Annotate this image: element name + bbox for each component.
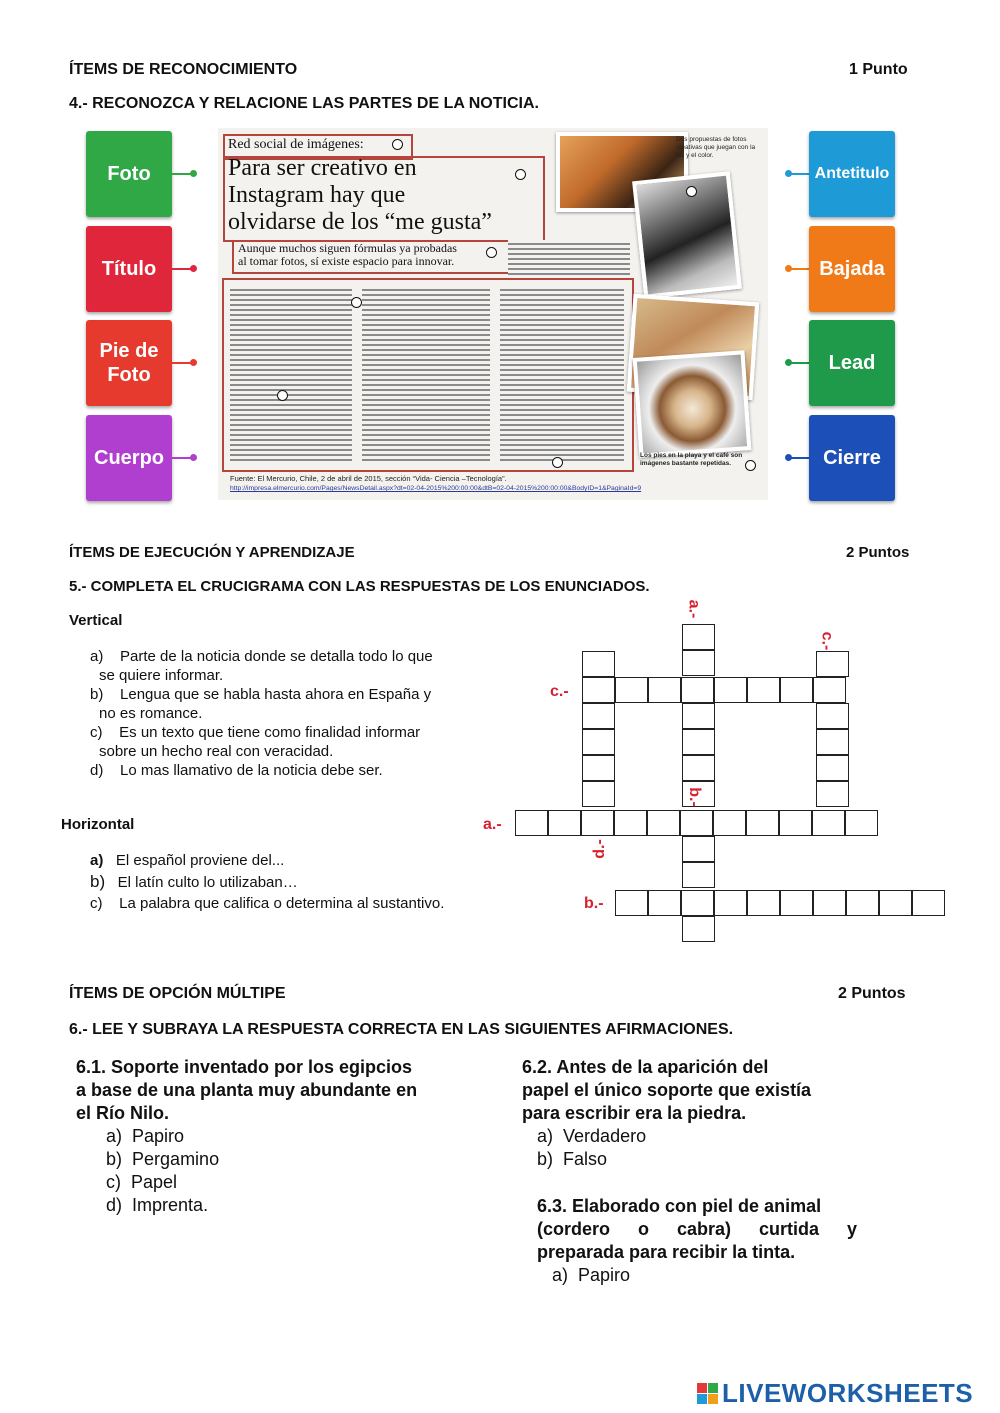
clue-label-horizontal-b: b.- [584, 895, 604, 912]
clue-text: El español proviene del... [115, 852, 285, 869]
option-6-1-d[interactable] [106, 1194, 476, 1217]
news-caption-bottom: Los pies en la playa y el café son imágenes bastante repetidas. [640, 452, 743, 467]
news-body-col3 [500, 286, 624, 462]
q-line: para escribir era la piedra. [522, 1103, 747, 1123]
tile-cierre[interactable] [809, 415, 895, 501]
crossword-cell[interactable] [582, 781, 615, 807]
option-6-3-a[interactable] [552, 1264, 857, 1287]
option-letter: b) [106, 1149, 123, 1169]
section1-points: 1 Punto [849, 61, 908, 78]
news-bajada-line: Aunque muchos siguen fórmulas ya probadas [238, 241, 457, 255]
circle-cuerpo[interactable] [277, 390, 288, 401]
circle-titulo[interactable] [515, 169, 526, 180]
news-bajada-line: al tomar fotos, sí existe espacio para innovar. [238, 254, 455, 268]
vertical-label: Vertical [69, 612, 123, 629]
crossword-cell[interactable] [816, 729, 849, 755]
clue-label-vertical-a: a.- [685, 599, 703, 619]
option-6-2-a[interactable] [537, 1125, 882, 1148]
crossword-cell[interactable] [813, 677, 846, 703]
crossword-cell[interactable] [713, 810, 746, 836]
clue-text: Lengua que se habla hasta ahora en España y [120, 686, 432, 703]
tile-titulo-label: Título [101, 258, 157, 280]
circle-cierre[interactable] [552, 457, 563, 468]
tile-foto[interactable] [86, 131, 172, 217]
tile-antetitulo-label: Antetitulo [814, 165, 890, 182]
news-source: Fuente: El Mercurio, Chile, 2 de abril de 2015, sección “Vida- Ciencia –Tecnología”. [230, 474, 507, 483]
dot-titulo[interactable] [190, 265, 197, 272]
circle-foto[interactable] [686, 186, 697, 197]
option-text[interactable]: Papiro [132, 1126, 185, 1146]
clue-text: La palabra que califica o determina al sustantivo. [119, 895, 445, 912]
tile-pie-de-foto[interactable] [86, 320, 172, 406]
crossword-cell[interactable] [548, 810, 581, 836]
question-6: 6.- LEE Y SUBRAYA LA RESPUESTA CORRECTA EN LAS SIGUIENTES AFIRMACIONES. [69, 1021, 734, 1038]
crossword-cell[interactable] [582, 703, 615, 729]
question-4: 4.- RECONOZCA Y RELACIONE LAS PARTES DE LA NOTICIA. [69, 95, 539, 112]
option-6-1-b[interactable] [106, 1148, 476, 1171]
option-text[interactable]: Papiro [578, 1265, 631, 1285]
tile-titulo[interactable] [86, 226, 172, 312]
crossword-cell[interactable] [816, 755, 849, 781]
horizontal-clues [90, 850, 444, 914]
crossword-cell[interactable] [682, 650, 715, 676]
option-letter: a) [106, 1126, 123, 1146]
clue-letter: c) [90, 895, 103, 912]
horizontal-clue-b [90, 871, 444, 893]
section3-title: ÍTEMS DE OPCIÓN MÚLTIPE [69, 985, 286, 1002]
logo-text: LIVEWORKSHEETS [722, 1378, 974, 1408]
tile-foto-label: Foto [107, 163, 151, 185]
clue-label-vertical-b: b.- [685, 787, 703, 807]
crossword-cell[interactable] [779, 810, 812, 836]
news-body-col1 [230, 286, 352, 462]
option-text[interactable]: Falso [563, 1149, 608, 1169]
vertical-clue-a [90, 647, 484, 666]
news-title-line: olvidarse de los “me gusta” [228, 209, 492, 235]
tile-cierre-label: Cierre [823, 447, 881, 469]
tile-lead[interactable] [809, 320, 895, 406]
crossword-cell[interactable] [714, 677, 747, 703]
clue-letter: d) [90, 762, 104, 779]
clue-text: Es un texto que tiene como finalidad informar [119, 724, 421, 741]
clue-letter: a) [90, 852, 104, 869]
news-source-url: http://impresa.elmercurio.com/Pages/NewsDetail.aspx?dt=02-04-2015%200:00:00&dtB=02-04-2015%200:00:00&BodyID=1&PaginaId=9 [230, 485, 642, 492]
crossword-cell[interactable] [614, 810, 647, 836]
connector-cierre [790, 457, 810, 459]
crossword-cell[interactable] [780, 677, 813, 703]
q-line: preparada para recibir la tinta. [537, 1242, 796, 1262]
crossword-cell[interactable] [879, 890, 912, 916]
horizontal-label: Horizontal [61, 816, 135, 833]
clue-text: El latín culto lo utilizaban… [117, 874, 298, 891]
crossword-cell[interactable] [682, 862, 715, 888]
crossword-cell[interactable] [746, 810, 779, 836]
crossword-cell[interactable] [747, 677, 780, 703]
clue-label-vertical-c: c.- [818, 631, 836, 651]
crossword-cell[interactable] [582, 677, 615, 703]
crossword-cell[interactable] [812, 810, 845, 836]
crossword-cell[interactable] [648, 890, 681, 916]
crossword-cell[interactable] [846, 890, 879, 916]
section2-title: ÍTEMS DE EJECUCIÓN Y APRENDIZAJE [69, 544, 355, 561]
question-5: 5.- COMPLETA EL CRUCIGRAMA CON LAS RESPUESTAS DE LOS ENUNCIADOS. [69, 578, 650, 595]
option-6-1-a[interactable] [106, 1125, 476, 1148]
q-line: (cordero o cabra) curtida y [537, 1219, 857, 1239]
crossword-cell[interactable] [682, 703, 715, 729]
option-letter: d) [106, 1195, 123, 1215]
news-caption-top: Dos propuestas de fotos creativas que juegan con la luz y el color. [676, 136, 756, 159]
news-title-line: Instagram hay que [228, 182, 406, 208]
crossword-cell[interactable] [682, 729, 715, 755]
vertical-clue-b [90, 685, 484, 704]
horizontal-clue-c [90, 893, 444, 914]
clue-text: Parte de la noticia donde se detalla todo lo que [120, 648, 433, 665]
crossword-cell[interactable] [682, 916, 715, 942]
question-6-2 [522, 1056, 882, 1171]
tile-bajada[interactable] [809, 226, 895, 312]
crossword-cell[interactable] [615, 890, 648, 916]
connector-antetitulo [790, 173, 810, 175]
clue-label-horizontal-c: c.- [550, 683, 569, 700]
option-letter: c) [106, 1172, 121, 1192]
dot-pie[interactable] [190, 359, 197, 366]
question-6-1 [76, 1056, 476, 1217]
crossword-cell[interactable] [515, 810, 548, 836]
liveworksheets-logo [697, 1378, 973, 1409]
tile-cuerpo[interactable] [86, 415, 172, 501]
crossword-cell[interactable] [582, 755, 615, 781]
q-line: 6.1. Soporte inventado por los egipcios [76, 1057, 413, 1077]
crossword-cell[interactable] [680, 810, 713, 836]
circle-lead[interactable] [351, 297, 362, 308]
tile-cuerpo-label: Cuerpo [94, 447, 164, 469]
clue-letter: c) [90, 724, 103, 741]
crossword-cell[interactable] [682, 624, 715, 650]
crossword-cell[interactable] [816, 703, 849, 729]
crossword-cell[interactable] [912, 890, 945, 916]
crossword-cell[interactable] [647, 810, 680, 836]
option-text[interactable]: Imprenta. [132, 1195, 209, 1215]
horizontal-clue-a [90, 850, 444, 871]
option-text[interactable]: Papel [131, 1172, 178, 1192]
clue-letter: b) [90, 872, 106, 891]
question-6-3 [537, 1195, 857, 1287]
news-title [228, 155, 492, 236]
clue-cont: sobre un hecho real con veracidad. [99, 743, 334, 760]
clue-cont: no es romance. [99, 705, 203, 722]
logo-icon [697, 1383, 718, 1404]
circle-pie-de-foto[interactable] [745, 460, 756, 471]
dot-cuerpo[interactable] [190, 454, 197, 461]
circle-antetitulo[interactable] [392, 139, 403, 150]
news-clipping [218, 128, 768, 500]
connector-lead [790, 362, 810, 364]
tile-bajada-label: Bajada [819, 258, 885, 280]
circle-bajada[interactable] [486, 247, 497, 258]
crossword-cell[interactable] [682, 836, 715, 862]
crossword-cell[interactable] [648, 677, 681, 703]
crossword-cell[interactable] [681, 890, 714, 916]
crossword-cell[interactable] [582, 729, 615, 755]
tile-lead-label: Lead [828, 352, 876, 374]
crossword-cell[interactable] [681, 677, 714, 703]
crossword-cell[interactable] [747, 890, 780, 916]
section2-points: 2 Puntos [846, 544, 910, 561]
clue-cont: se quiere informar. [99, 667, 224, 684]
crossword-cell[interactable] [581, 810, 614, 836]
crossword-cell[interactable] [813, 890, 846, 916]
q-line: 6.2. Antes de la aparición del [522, 1057, 769, 1077]
q-line: 6.3. Elaborado con piel de animal [537, 1196, 822, 1216]
q-line: el Río Nilo. [76, 1103, 170, 1123]
crossword-cell[interactable] [816, 781, 849, 807]
q-line: papel el único soporte que existía [522, 1080, 812, 1100]
clue-text: Lo mas llamativo de la noticia debe ser. [120, 762, 383, 779]
crossword-cell[interactable] [780, 890, 813, 916]
clue-label-vertical-d: d.- [590, 839, 608, 859]
crossword-cell[interactable] [845, 810, 878, 836]
crossword-cell[interactable] [582, 651, 615, 677]
option-letter: a) [537, 1126, 554, 1146]
clue-letter: a) [90, 648, 104, 665]
crossword-cell[interactable] [816, 651, 849, 677]
option-6-2-b[interactable] [537, 1148, 882, 1171]
q-line: a base de una planta muy abundante en [76, 1080, 418, 1100]
photo-coffee [633, 350, 752, 458]
tile-pie-label: Pie de Foto [99, 340, 159, 386]
vertical-clue-d [90, 761, 484, 780]
news-antetitulo: Red social de imágenes: [228, 137, 364, 152]
news-bajada [238, 242, 457, 268]
option-6-1-c[interactable] [106, 1171, 476, 1194]
vertical-clue-c [90, 723, 484, 742]
option-letter: a) [552, 1265, 569, 1285]
clue-label-horizontal-a: a.- [483, 816, 502, 833]
option-text[interactable]: Pergamino [132, 1149, 220, 1169]
news-side-text [508, 240, 630, 280]
news-body-col2 [362, 286, 490, 462]
option-letter: b) [537, 1149, 554, 1169]
tile-antetitulo[interactable] [809, 131, 895, 217]
vertical-clues [90, 647, 484, 780]
crossword-cell[interactable] [682, 755, 715, 781]
dot-foto[interactable] [190, 170, 197, 177]
option-text[interactable]: Verdadero [563, 1126, 647, 1146]
section3-points: 2 Puntos [838, 985, 906, 1002]
news-title-line: Para ser creativo en [228, 155, 417, 181]
crossword-cell[interactable] [714, 890, 747, 916]
crossword-cell[interactable] [615, 677, 648, 703]
clue-letter: b) [90, 686, 104, 703]
section1-title: ÍTEMS DE RECONOCIMIENTO [69, 61, 298, 78]
connector-bajada [790, 268, 810, 270]
